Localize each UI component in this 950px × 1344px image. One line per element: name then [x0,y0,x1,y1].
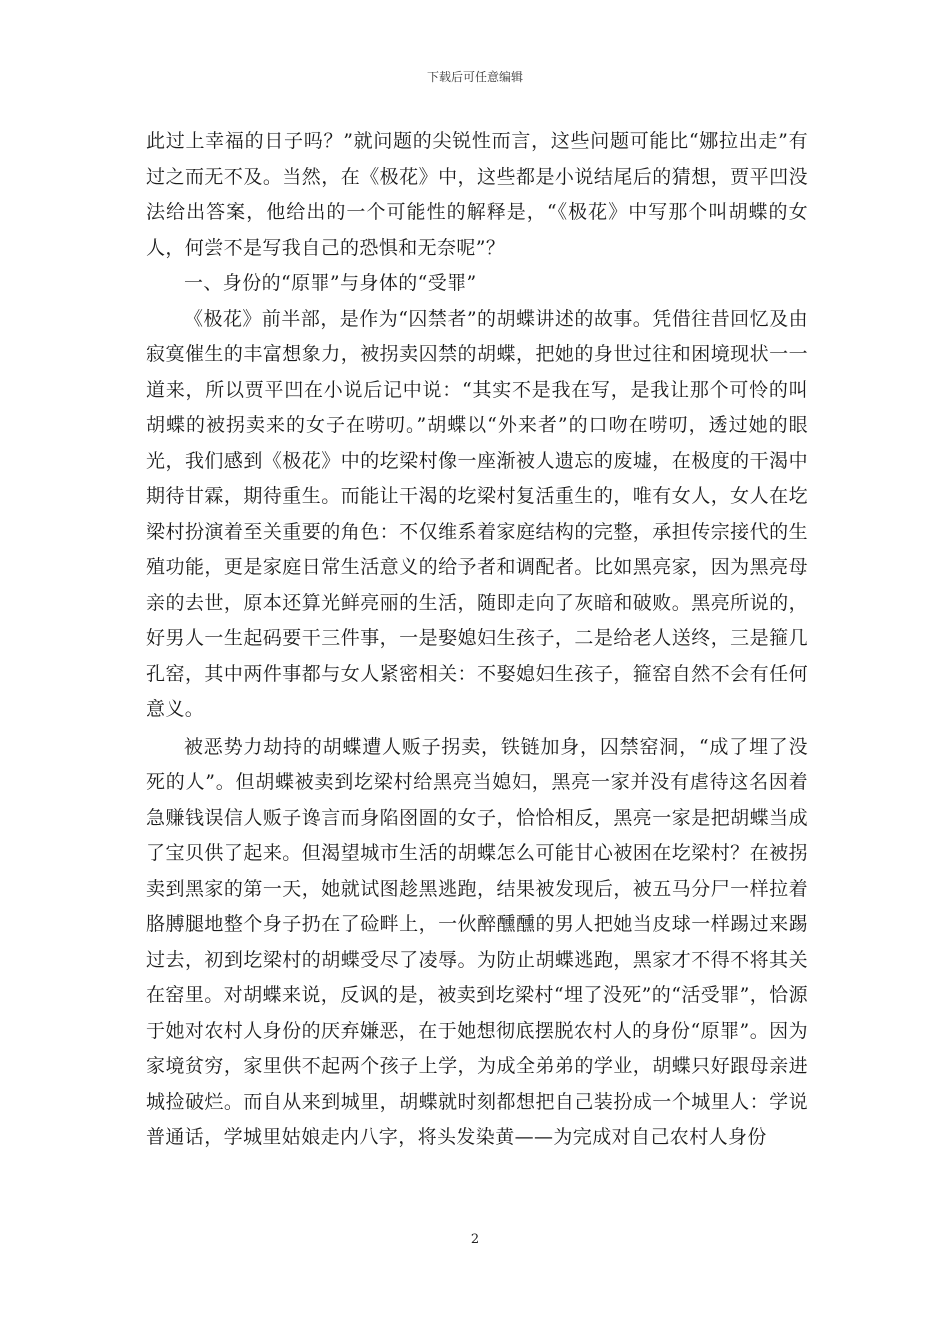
page-number: 2 [470,1232,480,1247]
page-header: 下载后可任意编辑 [426,70,523,84]
document-body [146,124,808,1156]
paragraph: 被恶势力劫持的胡蝶遭人贩子拐卖，铁链加身，囚禁窑洞，“成了埋了没死的人”。但胡蝶被卖到圪梁村给黑亮当媳妇，黑亮一家并没有虐待这名因着急赚钱误信人贩子谗言而身陷囹圄的女子，恰恰相反，黑亮一家是把胡蝶当成了宝贝供了起来。但渴望城市生活的胡蝶怎么可能甘心被困在圪梁村？在被拐卖到黑家的第一天，她就试图趁黑逃跑，结果被发现后，被五马分尸一样拉着胳膊腿地整个身子扔在了硷畔上，一伙醉醺醺的男人把她当皮球一样踢过来踢过去，初到圪梁村的胡蝶受尽了凌辱。为防止胡蝶逃跑，黑家才不得不将其关在窑里。对胡蝶来说，反讽的是，被卖到圪梁村“埋了没死”的“活受罪”，恰源于她对农村人身份的厌弃嫌恶，在于她想彻底摆脱农村人的身份“原罪”。因为家境贫穷，家里供不起两个孩子上学，为成全弟弟的学业，胡蝶只好跟母亲进城捡破烂。而自从来到城里，胡蝶就时刻都想把自己装扮成一个城里人：学说普通话，学城里姑娘走内八字，将头发染黄——为完成对自己农村人身份 [146,735,808,1148]
paragraph-continuation: 此过上幸福的日子吗？”就问题的尖锐性而言，这些问题可能比“娜拉出走”有过之而无不及。当然，在《极花》中，这些都是小说结尾后的猜想，贾平凹没法给出答案，他给出的一个可能性的解释是，“《极花》中写那个叫胡蝶的女人，何尝不是写我自己的恐惧和无奈呢”？ [146,130,808,259]
section-heading: 一、身份的“原罪”与身体的“受罪” [184,272,477,294]
paragraph: 《极花》前半部，是作为“囚禁者”的胡蝶讲述的故事。凭借往昔回忆及由寂寞催生的丰富想象力，被拐卖囚禁的胡蝶，把她的身世过往和困境现状一一道来，所以贾平凹在小说后记中说：“其实不是我在写，是我让那个可怜的叫胡蝶的被拐卖来的女子在唠叨。”胡蝶以“外来者”的口吻在唠叨，透过她的眼光，我们感到《极花》中的圪梁村像一座渐被人遗忘的废墟，在极度的干渴中期待甘霖，期待重生。而能让干渴的圪梁村复活重生的，唯有女人，女人在圪梁村扮演着至关重要的角色：不仅维系着家庭结构的完整，承担传宗接代的生殖功能，更是家庭日常生活意义的给予者和调配者。比如黑亮家，因为黑亮母亲的去世，原本还算光鲜亮丽的生活，随即走向了灰暗和破败。黑亮所说的，好男人一生起码要干三件事，一是娶媳妇生孩子，二是给老人送终，三是箍几孔窑，其中两件事都与女人紧密相关：不娶媳妇生孩子，箍窑自然不会有任何意义。 [146,307,808,720]
